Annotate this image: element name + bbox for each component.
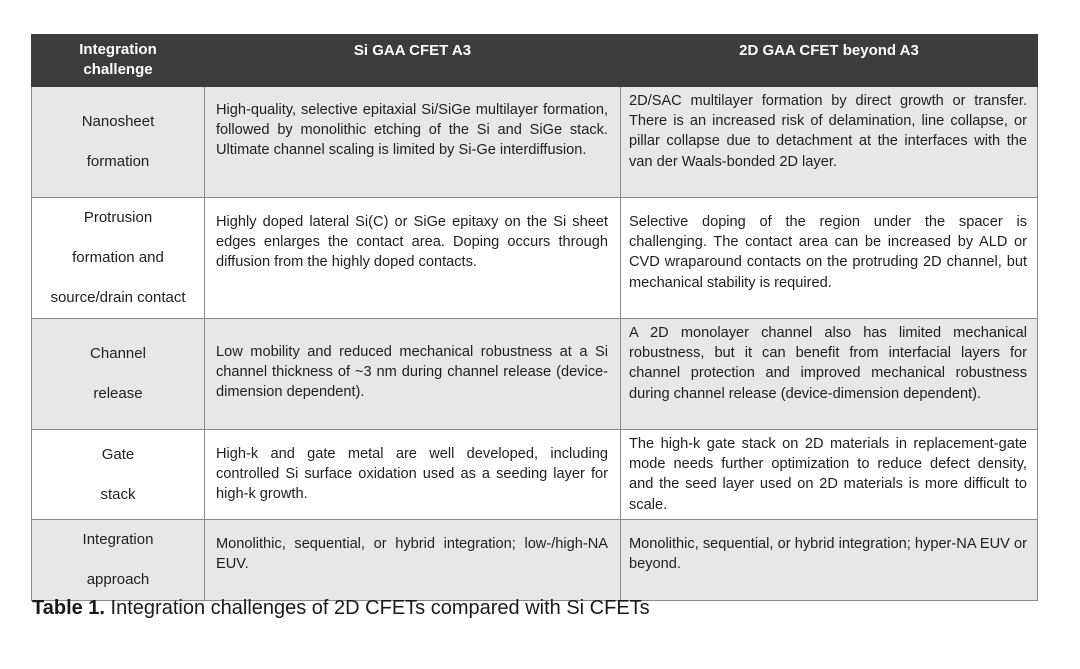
si-cfet-cell xyxy=(205,198,621,319)
si-cfet-text: Low mobility and reduced mechanical robustness at a Si channel thickness of ~3 nm during channel release (device-dimension dependent). xyxy=(216,344,608,401)
2d-cfet-text: 2D/SAC multilayer formation by direct growth or transfer. There is an increased risk of delamination, line collapse, or pillar collapse due to detachment at the interfaces with the van der Waals-bonded 2D layer. xyxy=(629,93,1027,170)
2d-cfet-text: Selective doping of the region under the spacer is challenging. The contact area can be increased by ALD or CVD wraparound contacts on the protruding 2D channel, but mechanical stability is required. xyxy=(629,214,1027,291)
2d-cfet-text: A 2D monolayer channel also has limited mechanical robustness, but it can benefit from interfacial layers for channel protection and improved mechanical robustness during channel release (device-dimension dependent). xyxy=(629,325,1027,402)
challenge-text: source/drain contact xyxy=(50,289,186,306)
si-cfet-text: Highly doped lateral Si(C) or SiGe epitaxy on the Si sheet edges enlarges the contact area. Doping occurs through diffusion from the highly doped contacts. xyxy=(216,214,608,271)
2d-cfet-cell xyxy=(621,520,1038,601)
si-cfet-text: High-k and gate metal are well developed, including controlled Si surface oxidation used as a seeding layer for high-k growth. xyxy=(216,446,608,503)
caption-label: Table 1. xyxy=(32,597,105,619)
comparison-table-container xyxy=(31,34,1037,601)
challenge-cell xyxy=(32,430,205,520)
challenge-text: Channel xyxy=(90,345,146,362)
header-challenge-line1: Integration xyxy=(79,40,157,58)
header-challenge-line2: challenge xyxy=(83,60,153,78)
si-cfet-cell xyxy=(205,520,621,601)
challenge-text: release xyxy=(93,385,143,402)
si-cfet-text: High-quality, selective epitaxial Si/SiGe multilayer formation, followed by monolithic etching of the Si and SiGe stack. Ultimate channel scaling is limited by Si-Ge interdiffusion. xyxy=(216,102,608,159)
si-cfet-cell xyxy=(205,319,621,430)
2d-cfet-cell xyxy=(621,430,1038,520)
si-cfet-text: Monolithic, sequential, or hybrid integration; low-/high-NA EUV. xyxy=(216,536,608,573)
challenge-text: Integration xyxy=(82,531,154,548)
table-row xyxy=(32,430,1038,520)
2d-cfet-cell xyxy=(621,319,1038,430)
si-cfet-cell xyxy=(205,430,621,520)
challenge-cell xyxy=(32,319,205,430)
2d-cfet-cell xyxy=(621,198,1038,319)
table-row xyxy=(32,198,1038,319)
challenge-cell xyxy=(32,87,205,198)
2d-cfet-cell xyxy=(621,87,1038,198)
table-row xyxy=(32,87,1038,198)
challenge-text: approach xyxy=(86,571,150,588)
si-cfet-cell xyxy=(205,87,621,198)
header-integration-challenge xyxy=(32,35,205,87)
integration-challenges-table xyxy=(31,34,1038,601)
header-row xyxy=(32,35,1038,87)
2d-cfet-text: The high-k gate stack on 2D materials in replacement-gate mode needs further optimization to reduce defect density, and the seed layer used on 2D materials is more difficult to scale. xyxy=(629,436,1027,513)
table-row xyxy=(32,319,1038,430)
header-2d-gaa-cfet: 2D GAA CFET beyond A3 xyxy=(621,35,1038,87)
challenge-cell xyxy=(32,198,205,319)
challenge-text: Nanosheet xyxy=(81,113,155,130)
table-header xyxy=(32,35,1038,87)
table-row xyxy=(32,520,1038,601)
challenge-text: stack xyxy=(100,485,136,503)
caption-text: Integration challenges of 2D CFETs compared with Si CFETs xyxy=(105,597,650,619)
challenge-text: formation and xyxy=(72,249,164,266)
2d-cfet-text: Monolithic, sequential, or hybrid integration; hyper-NA EUV or beyond. xyxy=(629,536,1027,573)
header-si-gaa-cfet: Si GAA CFET A3 xyxy=(205,35,621,87)
challenge-text: Gate xyxy=(101,445,135,463)
table-body xyxy=(32,87,1038,601)
challenge-cell xyxy=(32,520,205,601)
challenge-text: Protrusion xyxy=(83,209,153,226)
challenge-text: formation xyxy=(86,153,150,170)
table-caption xyxy=(32,597,650,620)
